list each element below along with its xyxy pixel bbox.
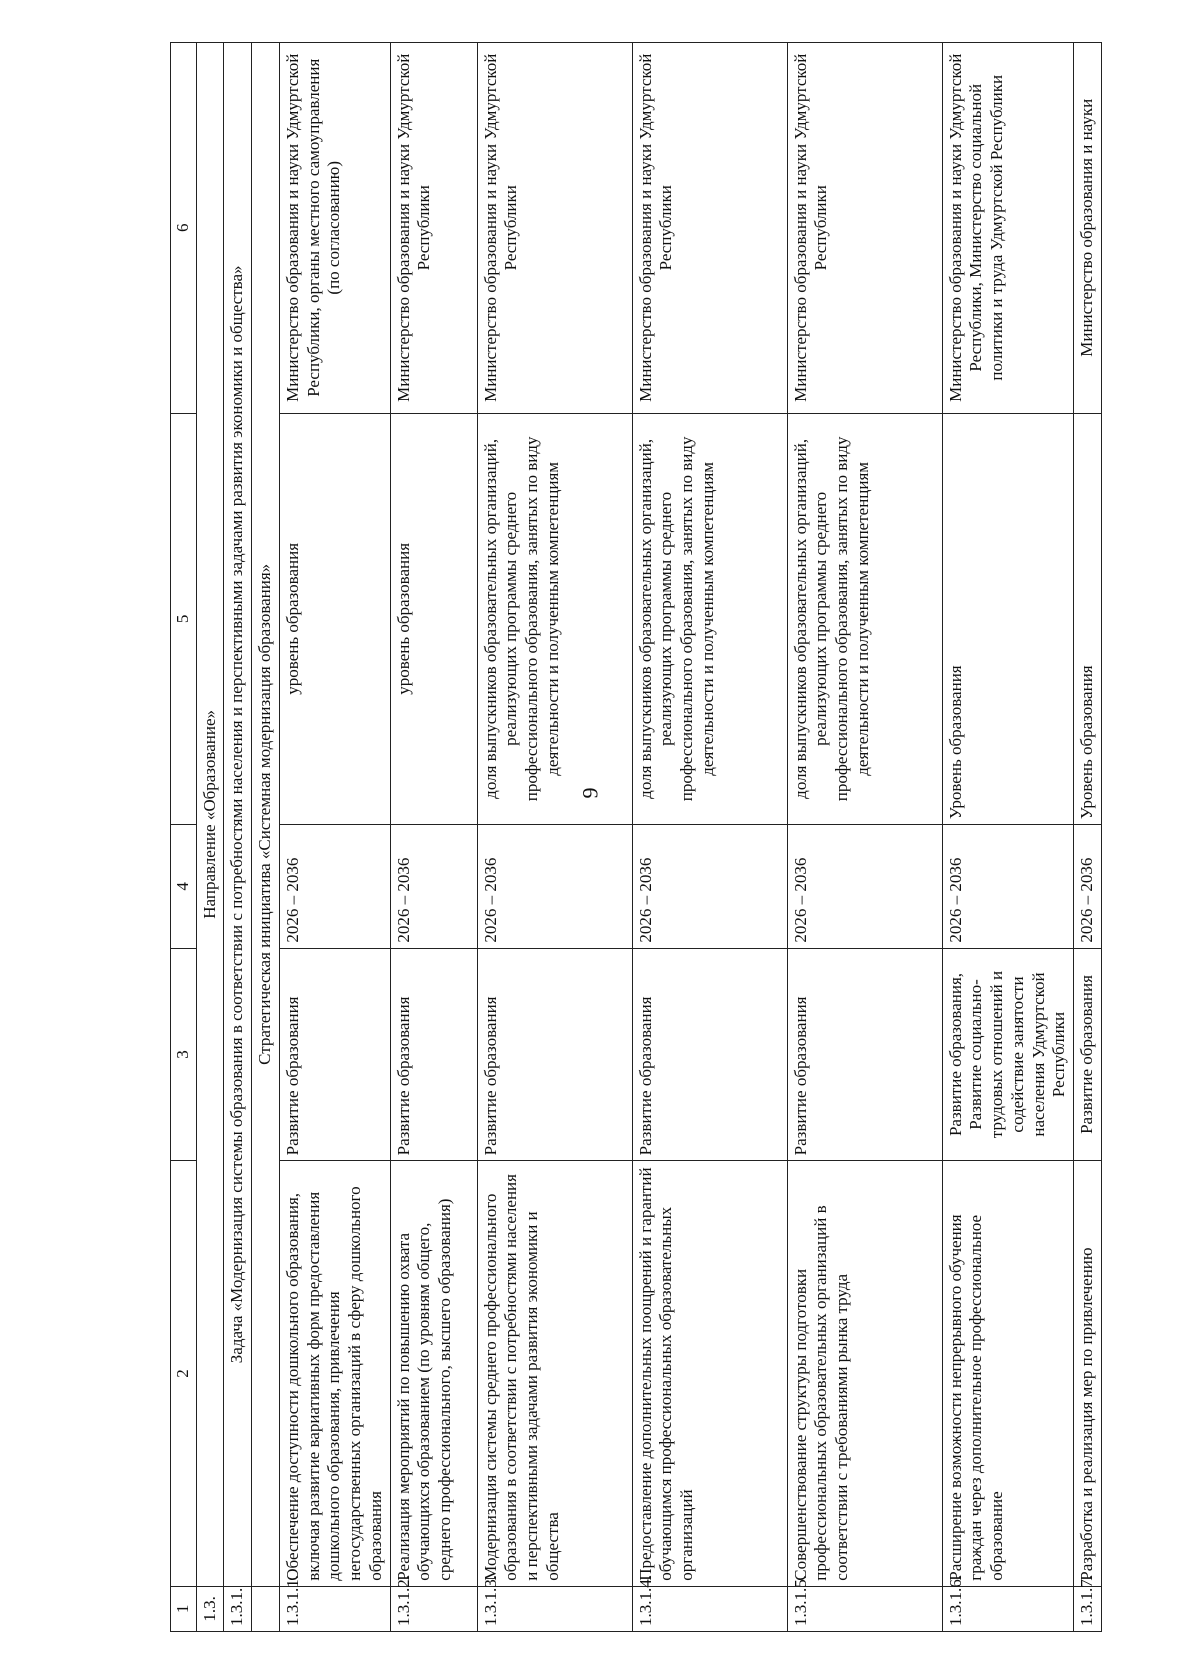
row-number: 1.3.1.6. <box>942 1586 1073 1631</box>
table-row <box>787 43 942 1632</box>
table-row <box>942 43 1073 1632</box>
indicator-cell: уровень образования <box>390 413 477 825</box>
period-cell: 2026 – 2036 <box>390 825 477 948</box>
row-number: 1.3.1.1. <box>279 1586 390 1631</box>
column-number: 5 <box>171 413 197 825</box>
activity-cell: Обеспечение доступности дошкольного образования, включая развитие вариативных форм предоставления дошкольного образования, привлечения негосударственных организаций в сферу дошкольного образования <box>279 1161 390 1586</box>
table-row <box>279 43 390 1632</box>
executor-cell: Министерство образования и науки Удмуртской Республики <box>787 43 942 414</box>
program-cell: Развитие образования <box>787 948 942 1161</box>
executor-cell: Министерство образования и науки Удмуртской Республики, Министерство социальной политики и труда Удмуртской Республики <box>942 43 1073 414</box>
indicator-cell: Уровень образования <box>942 413 1073 825</box>
row-number: 1.3.1.7. <box>1074 1586 1102 1631</box>
activity-cell: Предоставление дополнительных поощрений и гарантий обучающимся профессиональных образовательных организаций <box>632 1161 787 1586</box>
row-number: 1.3.1. <box>224 1586 252 1631</box>
program-cell: Развитие образования <box>279 948 390 1161</box>
activity-cell: Расширение возможности непрерывного обучения граждан через дополнительное профессиональное образование <box>942 1161 1073 1586</box>
indicator-cell: Уровень образования <box>1074 413 1102 825</box>
row-number: 1.3.1.3. <box>477 1586 632 1631</box>
initiative-title: Стратегическая инициатива «Системная модернизация образования» <box>252 43 280 1587</box>
column-number-row <box>171 43 197 1632</box>
program-cell: Развитие образования <box>632 948 787 1161</box>
executor-cell: Министерство образования и науки Удмуртской Республики <box>632 43 787 414</box>
row-number: 1.3.1.5. <box>787 1586 942 1631</box>
indicator-cell: уровень образования <box>279 413 390 825</box>
table-row <box>477 43 632 1632</box>
empty-cell <box>252 1586 280 1631</box>
activity-cell: Модернизация системы среднего профессионального образования в соответствии с потребностями населения и перспективными задачами развития экономики и общества <box>477 1161 632 1586</box>
program-cell: Развитие образования <box>390 948 477 1161</box>
period-cell: 2026 – 2036 <box>632 825 787 948</box>
period-cell: 2026 – 2036 <box>477 825 632 948</box>
executor-cell: Министерство образования и науки Удмуртской Республики, органы местного самоуправления (по согласованию) <box>279 43 390 414</box>
column-number: 3 <box>171 948 197 1161</box>
program-cell: Развитие образования, Развитие социально-трудовых отношений и содействие занятости населения Удмуртской Республики <box>942 948 1073 1161</box>
activity-cell: Реализация мероприятий по повышению охвата обучающихся образованием (по уровням общего, среднего профессионального, высшего образования) <box>390 1161 477 1586</box>
column-number: 2 <box>171 1161 197 1586</box>
table-row <box>1074 43 1102 1632</box>
program-cell: Развитие образования <box>1074 948 1102 1161</box>
column-number: 4 <box>171 825 197 948</box>
row-number: 1.3. <box>196 1586 224 1631</box>
executor-cell: Министерство образования и науки Удмуртской Республики <box>477 43 632 414</box>
task-row <box>224 43 252 1632</box>
row-number: 1.3.1.4. <box>632 1586 787 1631</box>
column-number: 1 <box>171 1586 197 1631</box>
activity-cell: Разработка и реализация мер по привлечению <box>1074 1161 1102 1586</box>
period-cell: 2026 – 2036 <box>1074 825 1102 948</box>
direction-row <box>196 43 224 1632</box>
task-title: Задача «Модернизация системы образования в соответствии с потребностями населения и перспективными задачами развития экономики и общества» <box>224 43 252 1587</box>
period-cell: 2026 – 2036 <box>787 825 942 948</box>
indicator-cell: доля выпускников образовательных организаций, реализующих программы среднего профессионального образования, занятых по виду деятельности и полученным компетенциям <box>477 413 632 825</box>
period-cell: 2026 – 2036 <box>279 825 390 948</box>
indicator-cell: доля выпускников образовательных организаций, реализующих программы среднего профессионального образования, занятых по виду деятельности и полученным компетенциям <box>632 413 787 825</box>
table-row <box>632 43 787 1632</box>
executor-cell: Министерство образования и науки Удмуртской Республики <box>390 43 477 414</box>
activity-cell: Совершенствование структуры подготовки профессиональных образовательных организаций в соответствии с требованиями рынка труда <box>787 1161 942 1586</box>
strategy-table <box>170 42 1102 1632</box>
column-number: 6 <box>171 43 197 414</box>
row-number: 1.3.1.2. <box>390 1586 477 1631</box>
direction-title: Направление «Образование» <box>196 43 224 1587</box>
indicator-cell: доля выпускников образовательных организаций, реализующих программы среднего профессионального образования, занятых по виду деятельности и полученным компетенциям <box>787 413 942 825</box>
program-cell: Развитие образования <box>477 948 632 1161</box>
period-cell: 2026 – 2036 <box>942 825 1073 948</box>
table-row <box>390 43 477 1632</box>
page-number: 9 <box>577 787 603 799</box>
initiative-row <box>252 43 280 1632</box>
rotated-table-container <box>170 42 1097 1632</box>
executor-cell: Министерство образования и науки <box>1074 43 1102 414</box>
